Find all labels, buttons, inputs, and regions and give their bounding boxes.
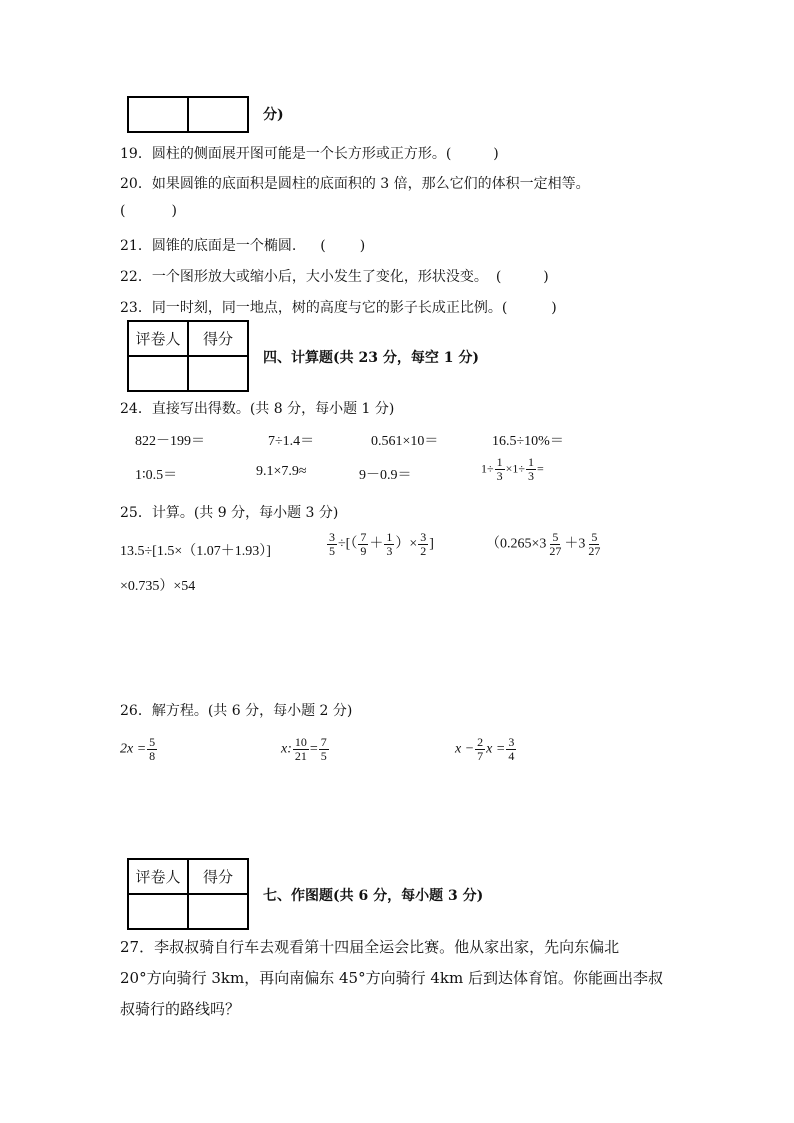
q24-item-5: 1∶0.5＝ (135, 468, 178, 483)
section-4-title: 四、计算题(共 23 分，每空 1 分) (263, 350, 479, 366)
q25-expr-3: （0.265×3 $\frac{5}{27}$ ＋3 $\frac{5}{27}$ (486, 530, 601, 558)
q24-item-8: 1÷ $\frac{1}{3}$ ×1÷ $\frac{1}{3}$ = (481, 455, 544, 483)
answer-paren-close: ) (493, 146, 499, 162)
q25-expr-1: 13.5÷[1.5×（1.07＋1.93）] (120, 544, 271, 559)
question-19 (120, 143, 499, 163)
q24-item-6: 9.1×7.9≈ (256, 464, 307, 479)
score-cell (188, 356, 248, 391)
question-27-line-3: 叔骑行的路线吗？ (120, 1000, 241, 1018)
section-7-title: 七、作图题(共 6 分，每小题 3 分) (263, 888, 484, 904)
question-22: 22．一个图形放大或缩小后，大小发生了变化，形状没变。 ( ) (120, 269, 549, 285)
q24-item-1: 822－199＝ (135, 434, 205, 449)
reviewer-header: 评卷人 (128, 859, 188, 894)
score-header: 得分 (188, 321, 248, 356)
question-19-text: 19．圆柱的侧面展开图可能是一个长方形或正方形。( (120, 146, 452, 162)
score-cell (188, 97, 248, 132)
q26-equation-3: x − $\frac{2}{7}$ x = $\frac{3}{4}$ (455, 735, 515, 763)
score-cell (188, 894, 248, 929)
score-cell (128, 97, 188, 132)
q24-item-7: 9－0.9＝ (359, 468, 412, 483)
q26-equation-1: 2x = $\frac{5}{8}$ (120, 735, 156, 763)
score-table-section-7 (127, 858, 249, 930)
question-25-title: 25．计算。(共 9 分，每小题 3 分) (120, 505, 339, 521)
question-26-title: 26．解方程。(共 6 分，每小题 2 分) (120, 703, 353, 719)
section-score-suffix: 分) (263, 107, 284, 123)
question-23: 23．同一时刻，同一地点，树的高度与它的影子长成正比例。( ) (120, 300, 557, 316)
question-27-line-2: 20°方向骑行 3km，再向南偏东 45°方向骑行 4km 后到达体育馆。你能画出李叔 (120, 969, 663, 987)
question-20-answer: ( ) (120, 203, 177, 219)
reviewer-cell (128, 894, 188, 929)
q24-item-4: 16.5÷10%＝ (492, 434, 564, 449)
question-24-title: 24．直接写出得数。(共 8 分，每小题 1 分) (120, 401, 395, 417)
q25-expr-2: $\frac{3}{5}$ ÷[（ $\frac{7}{9}$ ＋ $\frac{1}{3}$ ）× $\frac{3}{2}$ ] (329, 530, 434, 558)
score-table-section-4 (127, 320, 249, 392)
q25-expr-3-continued: ×0.735）×54 (120, 579, 196, 594)
q24-item-2: 7÷1.4＝ (268, 434, 315, 449)
q24-item-3: 0.561×10＝ (371, 434, 439, 449)
question-21: 21．圆锥的底面是一个椭圆. ( ) (120, 238, 366, 254)
score-header: 得分 (188, 859, 248, 894)
question-20: 20．如果圆锥的底面积是圆柱的底面积的 3 倍，那么它们的体积一定相等。 (120, 176, 590, 192)
q26-equation-2: x: $\frac{10}{21}$ = $\frac{7}{5}$ (281, 735, 327, 763)
question-27-line-1: 27．李叔叔骑自行车去观看第十四届全运会比赛。他从家出家，先向东偏北 (120, 938, 620, 956)
reviewer-cell (128, 356, 188, 391)
reviewer-header: 评卷人 (128, 321, 188, 356)
score-table-top (127, 96, 249, 133)
